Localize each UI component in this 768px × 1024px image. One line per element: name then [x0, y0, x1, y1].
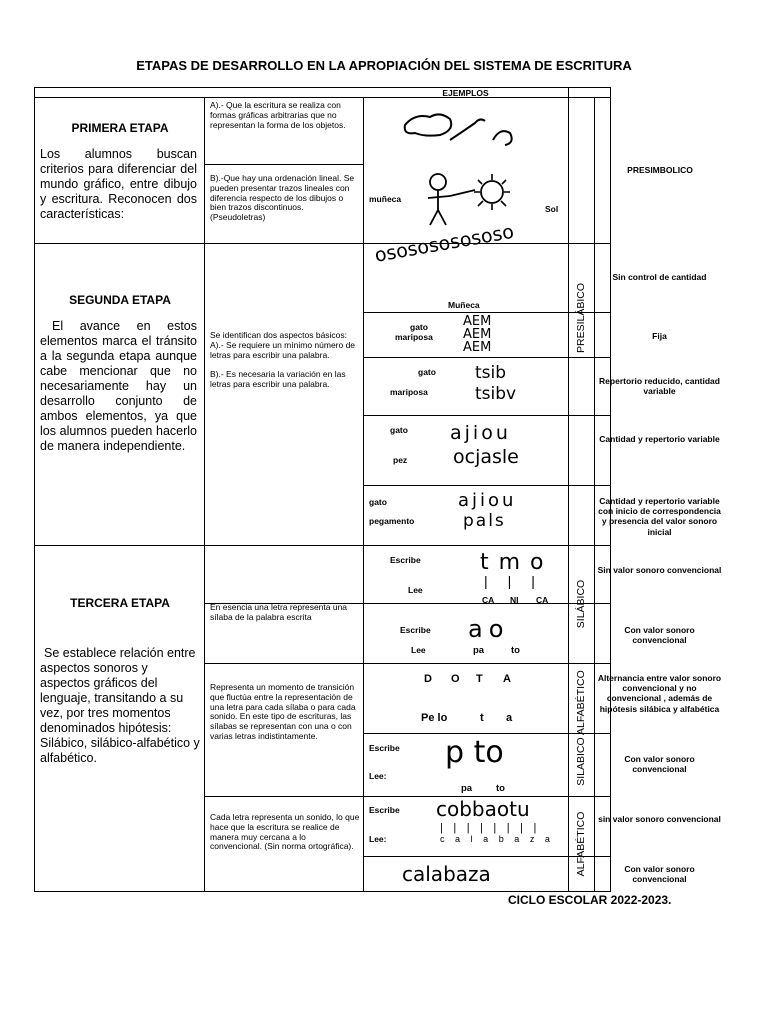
t-ex4-read-1: pa — [461, 783, 473, 794]
t-ex1-read-3: CA — [536, 595, 549, 605]
primera-desc-a: A).- Que la escritura se realiza con formas gráficas arbitrarias que no representan la forma de los objetos. — [210, 100, 346, 130]
t-ex2-read-1: pa — [473, 645, 485, 656]
t-ex2-escribe: Escribe — [400, 625, 431, 635]
ex3-handwriting-1: tsib — [475, 363, 507, 383]
t-ex6-handwriting: calabaza — [402, 862, 491, 886]
cat-t-sin-valor: Sin valor sonoro convencional — [597, 565, 722, 575]
vlabel-presilabico: PRESILÁBICO — [575, 282, 587, 354]
t-ex1-marks: ||| — [484, 573, 555, 589]
ex5-gato-label: gato — [369, 497, 387, 507]
primera-etapa-text: Los alumnos buscan criterios para diferenciar del mundo gráfico, entre dibujo y escritura. Reconocen dos características: — [40, 147, 197, 221]
tercera-etapa-text: Se establece relación entre aspectos sonoros y aspectos gráficos del lenguaje, transitando a su vez, por tres momentos denominados hipótesis: Silábico, silábico-alfabético y alfabético. — [40, 646, 200, 765]
t-ex4-handwriting: p to — [445, 735, 504, 770]
page-title: ETAPAS DE DESARROLLO EN LA APROPIACIÓN DEL SISTEMA DE ESCRITURA — [136, 58, 632, 73]
t-ex3-top-4: A — [503, 673, 511, 685]
ex1-munieca-label: Muñeca — [448, 300, 480, 310]
desc-alfabetico: Cada letra representa un sonido, lo que hace que la escritura se realice de manera muy cercana a lo convencional. (Sin norma ortográfica). — [210, 812, 360, 852]
t-ex1-lee: Lee — [408, 585, 423, 595]
ex3-handwriting-2: tsibv — [475, 384, 517, 404]
ex4-pez-label: pez — [393, 455, 408, 465]
t-ex5-read: c a l a b a z a — [440, 834, 550, 844]
ex5-pegamento-label: pegamento — [369, 516, 415, 526]
tercera-etapa-title: TERCERA ETAPA — [70, 596, 170, 610]
ex1-handwriting: ososososososo — [373, 220, 516, 267]
t-ex5-marks: |||||||| — [440, 822, 547, 834]
segunda-etapa-title: SEGUNDA ETAPA — [69, 293, 171, 307]
vlabel-alfabetico: ALFABÉTICO — [575, 811, 587, 877]
ex4-handwriting-1: ajiou — [450, 422, 511, 444]
ex3-mariposa-label: mariposa — [390, 387, 428, 397]
desc-silabico-alfabetico: Representa un momento de transición que fluctúa entre la representación de una letra para cada sílaba o para cada sonido. En este tipo de escrituras, las sílabas se representan con una o con varias letras indistintamente. — [210, 682, 356, 741]
segunda-desc: Se identifican dos aspectos básicos: A).- Se requiere un mínimo número de letras para escribir una palabra. B).- Es necesaria la variación en las letras para escribir una palabra. — [210, 330, 356, 389]
t-ex1-read-1: CA — [482, 595, 495, 605]
t-ex3-bottom-1: Pe lo — [421, 712, 448, 724]
ex4-gato-label: gato — [390, 425, 408, 435]
ex-sol-label: Sol — [545, 204, 559, 214]
t-ex2-read-2: to — [511, 645, 520, 656]
t-ex5-escribe: Escribe — [369, 805, 400, 815]
cat-t-con-valor-3: Con valor sonoro convencional — [624, 864, 695, 885]
cat-t-con-valor-2: Con valor sonoro convencional — [624, 754, 695, 775]
ex2-handwriting: AEM AEM AEM — [463, 314, 492, 355]
primera-etapa-title: PRIMERA ETAPA — [71, 121, 169, 135]
t-ex4-escribe: Escribe — [369, 743, 400, 753]
footer-ciclo-escolar: CICLO ESCOLAR 2022-2023. — [508, 893, 672, 907]
cat-presimbolico: PRESIMBOLICO — [627, 165, 693, 175]
t-ex3-bottom-2: t — [480, 712, 484, 724]
vlabel-silabico-alfabetico: SILABICO ALFABÉTICO — [575, 670, 587, 786]
t-ex3-top-1: D — [424, 673, 432, 685]
t-ex1-read-2: NI — [510, 595, 519, 605]
segunda-etapa-text: El avance en estos elementos marca el tránsito a la segunda etapa aunque cabe mencionar que no necesariamente hay un desarrollo conjunto de ambos elementos, ya que los alumnos pueden hacerlo de manera independiente. — [40, 319, 197, 453]
t-ex3-bottom-3: a — [506, 712, 513, 724]
t-ex1-handwriting: tmo — [480, 550, 554, 575]
ex4-handwriting-2: ocjasle — [453, 446, 519, 468]
cat-t-con-valor: Con valor sonoro convencional — [624, 625, 695, 646]
t-ex3-top-2: O — [451, 673, 460, 685]
t-ex2-lee: Lee — [411, 645, 426, 655]
desc-silabico: En esencia una letra representa una sílaba de la palabra escrita — [210, 602, 348, 622]
ex2-mariposa-label: mariposa — [395, 332, 433, 342]
ex5-handwriting-2: pals — [463, 511, 506, 531]
t-ex3-top-3: T — [476, 673, 483, 685]
cat-repertorio-reducido: Repertorio reducido, cantidad variable — [599, 376, 720, 397]
cat-t-alternancia: Alternancia entre valor sonoro convencional y no convencional , además de hipótesis silábica y alfabética — [597, 673, 722, 714]
cat-sin-control: Sin control de cantidad — [612, 272, 707, 282]
ex5-handwriting-1: ajiou — [458, 490, 517, 511]
cat-fija: Fija — [652, 331, 667, 341]
ejemplos-header: EJEMPLOS — [442, 88, 489, 98]
scribble-drawing — [395, 105, 535, 150]
t-ex4-lee: Lee: — [369, 771, 387, 781]
primera-desc-b: B).-Que hay una ordenación lineal. Se pueden presentar trazos lineales con diferencia respecto de los dibujos o bien trazos discontinuos. (Pseudoletras) — [210, 173, 355, 223]
ex-munieca-label: muñeca — [369, 194, 402, 204]
cat-t-sin-valor-2: sin valor sonoro convencional — [598, 814, 721, 824]
t-ex1-escribe: Escribe — [390, 555, 421, 565]
ex3-gato-label: gato — [418, 367, 436, 377]
t-ex5-lee: Lee: — [369, 834, 387, 844]
t-ex2-handwriting: ao — [468, 615, 510, 643]
cat-inicio-correspondencia: Cantidad y repertorio variable con inicio de correspondencia y presencia del valor sonoro inicial — [598, 496, 721, 537]
cat-cantidad-repertorio: Cantidad y repertorio variable — [599, 434, 720, 444]
t-ex5-handwriting: cobbaotu — [436, 797, 530, 821]
vlabel-silabico: SILÁBICO — [575, 579, 587, 629]
t-ex4-read-2: to — [496, 783, 505, 794]
ex2-gato-label: gato — [410, 322, 428, 332]
